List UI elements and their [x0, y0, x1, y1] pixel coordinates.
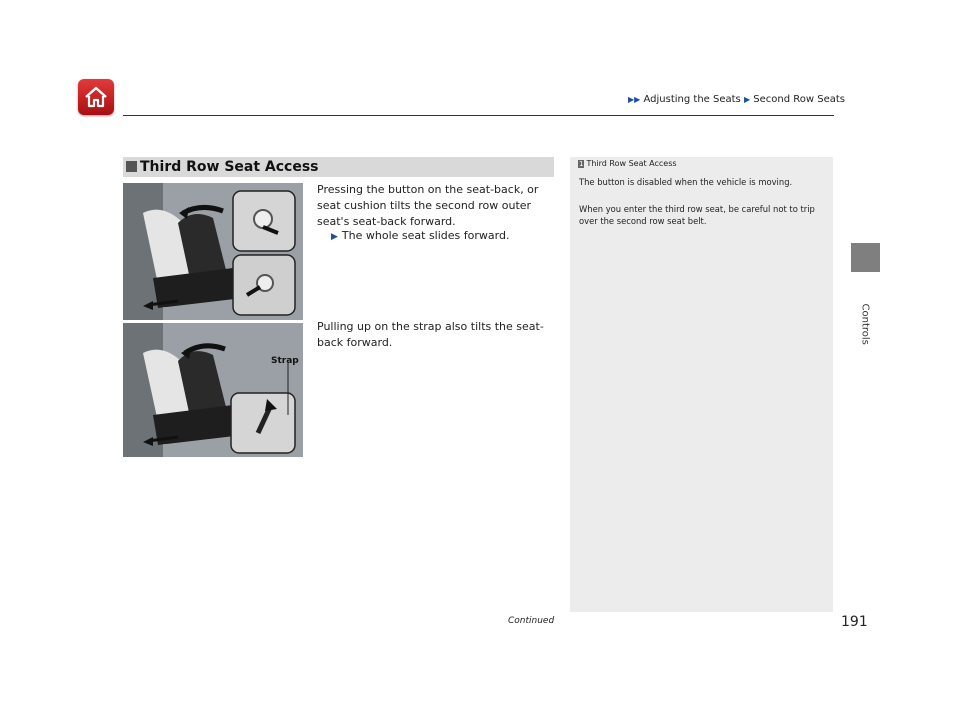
note-heading-text: Third Row Seat Access: [586, 159, 677, 168]
breadcrumb-arrow-icon: ▶▶: [628, 95, 641, 104]
seat-button-illustration: [123, 183, 303, 320]
header-divider: [123, 115, 834, 116]
arrow-icon: ▶: [331, 232, 338, 242]
strap-label: Strap: [271, 356, 299, 366]
breadcrumb-item[interactable]: Adjusting the Seats: [643, 94, 741, 105]
continued-label: Continued: [508, 616, 555, 626]
sub-bullet: [331, 229, 509, 242]
note-number-badge: 1: [579, 160, 584, 168]
sub-bullet-text: The whole seat slides forward.: [341, 229, 510, 242]
seat-strap-illustration: [123, 323, 303, 457]
home-button[interactable]: [78, 79, 114, 115]
breadcrumb-arrow-icon: ▶: [743, 95, 751, 104]
paragraph-button: Pressing the button on the seat-back, or seat cushion tilts the second row outer seat's seat-back forward.: [317, 183, 539, 228]
breadcrumb-item[interactable]: Second Row Seats: [753, 94, 846, 105]
home-icon: [83, 84, 109, 110]
chapter-label: Controls: [859, 303, 871, 345]
section-header: [123, 157, 554, 177]
chapter-tab[interactable]: [851, 243, 880, 272]
section-title: Third Row Seat Access: [140, 159, 319, 175]
page-number: 191: [841, 614, 868, 630]
note-heading: [578, 159, 677, 168]
paragraph-strap: Pulling up on the strap also tilts the seat-back forward.: [317, 320, 544, 349]
breadcrumb: [628, 94, 845, 105]
notes-sidebar: [570, 157, 833, 612]
note-text: The button is disabled when the vehicle is moving.: [579, 177, 793, 187]
note-text: When you enter the third row seat, be careful not to trip over the second row seat belt.: [579, 204, 815, 226]
section-square-icon: [126, 161, 137, 172]
